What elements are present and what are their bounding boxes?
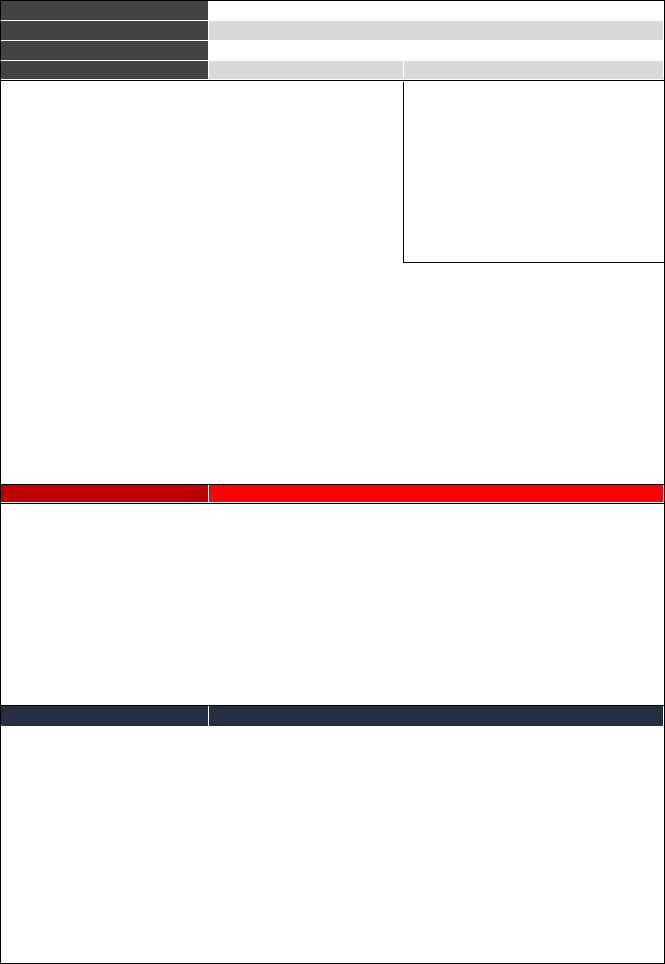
identity-value[interactable] — [209, 41, 664, 61]
identity-value[interactable] — [209, 1, 664, 21]
bond-value — [209, 706, 664, 727]
bond-row — [1, 705, 664, 727]
identity-row-name — [1, 1, 664, 21]
identity-row-gender — [1, 21, 664, 41]
bond-label — [1, 706, 209, 727]
class-label — [1, 485, 209, 503]
portrait-area — [403, 82, 664, 263]
race-note — [404, 61, 664, 80]
identity-label — [1, 61, 209, 80]
identity-label — [1, 41, 209, 61]
identity-label — [1, 1, 209, 21]
character-sheet — [1, 1, 664, 963]
identity-value[interactable] — [209, 61, 404, 80]
class-value[interactable] — [209, 485, 664, 503]
identity-value[interactable] — [209, 21, 664, 41]
class-row — [1, 484, 664, 504]
identity-label — [1, 21, 209, 41]
identity-row-race — [1, 61, 664, 81]
identity-row-age — [1, 41, 664, 61]
